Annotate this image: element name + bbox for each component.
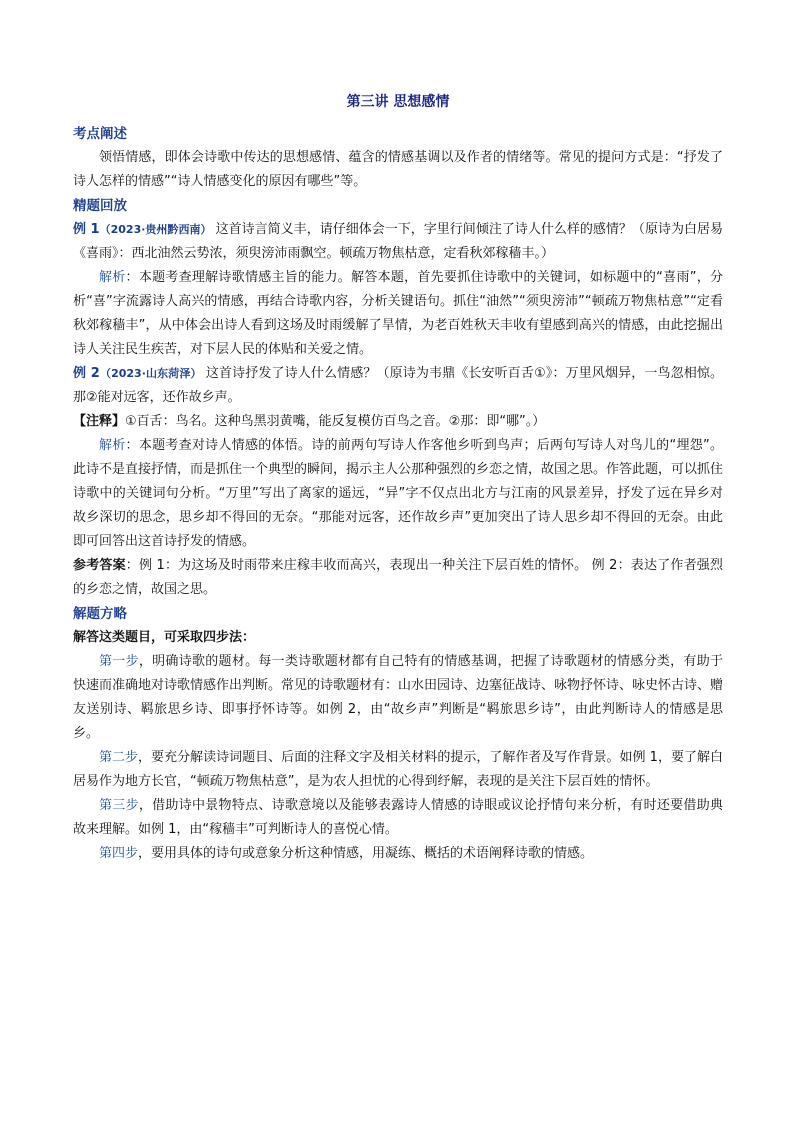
example-2-label: 例 2 [73,366,100,381]
example-2-analysis-text: ：本题考查对诗人情感的体悟。诗的前两句写诗人作客他乡听到鸟声；后两句写诗人对鸟儿的“埋怨”。此诗不是直接抒情，而是抓住一个典型的瞬间，揭示主人公那种强烈的乡恋之情，故国之思。作答此题，可以抓住诗歌中的关键词句分析。“万里”写出了离家的遥远，“异”字不仅点出北方与江南的风景差异，抒发了远在异乡对故乡深切的思念，思乡却不得回的无奈。“那能对远客，还作故乡声”更加突出了诗人思乡却不得回的无奈。由此即可回答出这首诗抒发的情感。 [73,438,724,549]
step-4 [73,842,723,866]
example-1-analysis-label: 解析 [99,270,126,285]
method-intro: 解答这类题目，可采取四步法： [73,630,256,645]
example-2-text: 这首诗抒发了诗人什么情感？（原诗为韦鼎《长安听百舌①》：万里风烟异，一鸟忽相惊。那②能对远客，还作故乡声。 [73,366,723,405]
example-2-note-label: 【注释】 [73,414,126,429]
step-4-label: 第四步 [99,846,139,861]
document-page [73,92,723,866]
reference-answer-text: ：例 1：为这场及时雨带来庄稼丰收而高兴，表现出一种关注下层百姓的情怀。 例 2：表达了作者强烈的乡恋之情，故国之思。 [73,558,723,597]
heading-kaodian: 考点阐述 [73,126,127,142]
example-1-source: （2023·贵州黔西南） [99,223,212,236]
reference-answer-label: 参考答案 [73,558,126,573]
step-1 [73,650,723,746]
step-2 [73,746,723,794]
example-2-analysis [73,434,723,554]
example-2-question [73,362,723,410]
reference-answer [73,554,723,602]
step-3-label: 第三步 [99,798,139,813]
step-1-label: 第一步 [99,654,139,669]
step-2-text: ，要充分解读诗词题目、后面的注释文字及相关材料的提示，了解作者及写作背景。如例 1，要了解白居易作为地方长官，“顿疏万物焦枯意”，是为农人担忧的心得到纾解，表现的是关注下层百姓的情怀。 [73,750,723,789]
example-2-analysis-label: 解析 [99,438,126,453]
example-1-analysis-text: ：本题考查理解诗歌情感主旨的能力。解答本题，首先要抓住诗歌中的关键词，如标题中的“喜雨”，分析“喜”字流露诗人高兴的情感，再结合诗歌内容，分析关键语句。抓住“油然”“须臾滂沛”“顿疏万物焦枯意”“定看秋郊稼穑丰”，从中体会出诗人看到这场及时雨缓解了旱情，为老百姓秋天丰收有望感到高兴的情感，由此挖掘出诗人关注民生疾苦，对下层人民的体贴和关爱之情。 [73,270,723,357]
example-2-note [73,410,723,434]
example-1-question [73,218,723,266]
heading-jieti: 解题方略 [73,606,127,622]
example-1-analysis [73,266,723,362]
step-3 [73,794,723,842]
step-1-text: ，明确诗歌的题材。每一类诗歌题材都有自己特有的情感基调，把握了诗歌题材的情感分类，有助于快速而准确地对诗歌情感作出判断。常见的诗歌题材有：山水田园诗、边塞征战诗、咏物抒怀诗、咏史怀古诗、赠友送别诗、羁旅思乡诗、即事抒怀诗等。如例 2，由“故乡声”判断是“羁旅思乡诗”，由此判断诗人的情感是思乡。 [73,654,724,741]
example-2-source: （2023·山东菏泽） [99,367,202,380]
step-4-text: ，要用具体的诗句或意象分析这种情感，用凝练、概括的术语阐释诗歌的情感。 [138,846,594,861]
page-title: 第三讲 思想感情 [346,94,450,110]
kaodian-paragraph: 领悟情感，即体会诗歌中传达的思想感情、蕴含的情感基调以及作者的情绪等。常见的提问方式是：“抒发了诗人怎样的情感”“诗人情感变化的原因有哪些”等。 [73,150,723,189]
step-2-label: 第二步 [99,750,139,765]
example-1-text: 这首诗言简义丰，请仔细体会一下，字里行间倾注了诗人什么样的感情？（原诗为白居易《喜雨》：西北油然云势浓，须臾滂沛雨飘空。顿疏万物焦枯意，定看秋郊稼穑丰。） [73,222,723,261]
heading-jingti: 精题回放 [73,198,127,214]
step-3-text: ，借助诗中景物特点、诗歌意境以及能够表露诗人情感的诗眼或议论抒情句来分析，有时还要借助典故来理解。如例 1，由“稼穑丰”可判断诗人的喜悦心情。 [73,798,723,837]
example-2-note-text: ①百舌：鸟名。这种鸟黑羽黄嘴，能反复模仿百鸟之音。②那：即“哪”。） [125,414,546,429]
example-1-label: 例 1 [73,222,100,237]
